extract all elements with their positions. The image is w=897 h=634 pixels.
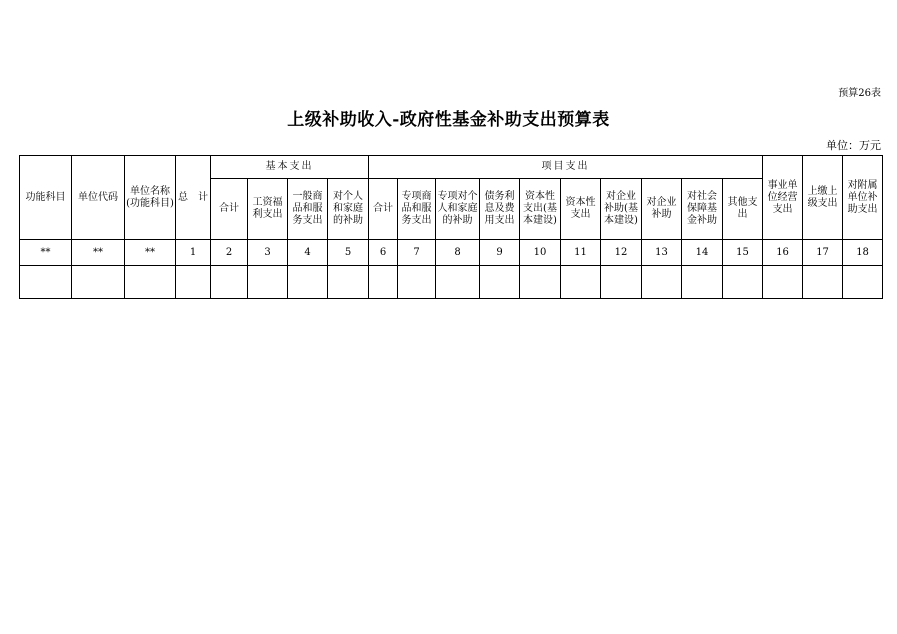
header-row-1 [20,156,883,179]
header-unit-code: 单位代码 [72,156,125,240]
header-col-17: 上缴上级支出 [803,156,843,240]
index-cell: 6 [369,240,398,266]
data-cell [763,266,803,299]
header-group-basic: 基本支出 [211,156,369,179]
header-col-5: 对个人和家庭的补助 [328,179,369,240]
header-func-subject: 功能科目 [20,156,72,240]
header-col-7: 专项商品和服务支出 [398,179,436,240]
data-cell [398,266,436,299]
data-cell [723,266,763,299]
data-cell [125,266,176,299]
index-cell: ** [20,240,72,266]
header-col-2: 合计 [211,179,248,240]
index-cell: ** [125,240,176,266]
header-col-14: 对社会保障基金补助 [682,179,723,240]
index-cell: 10 [520,240,561,266]
index-row [20,240,883,266]
header-unit-name: 单位名称(功能科目) [125,156,176,240]
data-cell [561,266,601,299]
data-cell [843,266,883,299]
header-col-4: 一般商品和服务支出 [288,179,328,240]
header-col-13: 对企业补助 [642,179,682,240]
index-cell: 15 [723,240,763,266]
header-col-6: 合计 [369,179,398,240]
index-cell: 1 [176,240,211,266]
header-col-8: 专项对个人和家庭的补助 [436,179,480,240]
data-cell [436,266,480,299]
data-cell [72,266,125,299]
index-cell: ** [72,240,125,266]
header-total: 总 计 [176,156,211,240]
header-col-3: 工资福利支出 [248,179,288,240]
header-col-16: 事业单位经营支出 [763,156,803,240]
data-cell [480,266,520,299]
header-col-11: 资本性支出 [561,179,601,240]
index-cell: 12 [601,240,642,266]
index-cell: 18 [843,240,883,266]
data-row-empty [20,266,883,299]
data-cell [328,266,369,299]
header-col-12: 对企业补助(基本建设) [601,179,642,240]
index-cell: 7 [398,240,436,266]
data-cell [642,266,682,299]
form-number: 预算26表 [838,88,881,99]
header-col-15: 其他支出 [723,179,763,240]
index-cell: 2 [211,240,248,266]
data-cell [803,266,843,299]
index-cell: 9 [480,240,520,266]
data-cell [20,266,72,299]
data-cell [211,266,248,299]
index-cell: 16 [763,240,803,266]
page-title: 上级补助收入-政府性基金补助支出预算表 [287,110,610,130]
index-cell: 17 [803,240,843,266]
index-cell: 14 [682,240,723,266]
data-cell [176,266,211,299]
header-col-10: 资本性支出(基本建设) [520,179,561,240]
index-cell: 3 [248,240,288,266]
budget-table [19,155,883,299]
data-cell [248,266,288,299]
data-cell [520,266,561,299]
header-group-project: 项目支出 [369,156,763,179]
data-cell [601,266,642,299]
index-cell: 11 [561,240,601,266]
index-cell: 13 [642,240,682,266]
data-cell [288,266,328,299]
header-col-18: 对附属单位补助支出 [843,156,883,240]
index-cell: 5 [328,240,369,266]
index-cell: 4 [288,240,328,266]
data-cell [682,266,723,299]
header-col-9: 债务利息及费用支出 [480,179,520,240]
data-cell [369,266,398,299]
index-cell: 8 [436,240,480,266]
unit-label: 单位：万元 [826,139,881,152]
